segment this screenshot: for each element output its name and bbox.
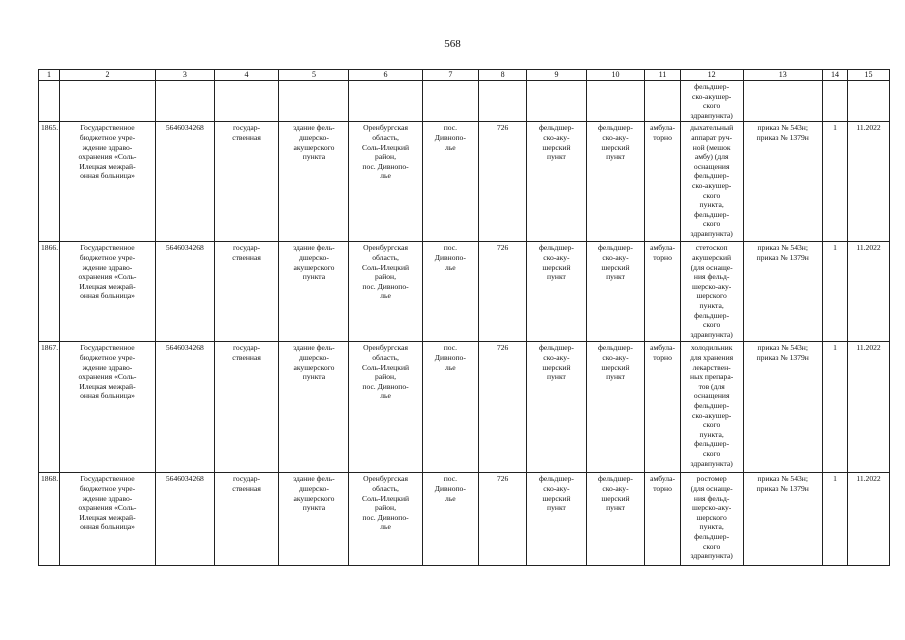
population-cell: 726: [479, 242, 527, 342]
care-form-cell: амбула- торно: [645, 342, 681, 473]
date-cell: 11.2022: [848, 342, 890, 473]
continuation-row: [39, 81, 890, 122]
ownership-cell: государ- ственная: [214, 342, 279, 473]
row-number: 1867.: [39, 342, 60, 473]
table-header-row: [39, 70, 890, 81]
row-number: 1868.: [39, 473, 60, 566]
table-row: [39, 242, 890, 342]
address-cell: Оренбургская область, Соль-Илецкий район, пос. Дивнопо- лье: [349, 122, 422, 242]
settlement-cell: пос. Дивнопо- лье: [422, 242, 478, 342]
building-cell: здание фель- дшерско- акушерского пункта: [279, 122, 349, 242]
column-header: 9: [527, 70, 587, 81]
address-cell: Оренбургская область, Соль-Илецкий район, пос. Дивнопо- лье: [349, 242, 422, 342]
inn-cell: 5646034268: [156, 473, 215, 566]
population-cell: 726: [479, 342, 527, 473]
organization-cell: Государственное бюджетное учре- ждение здраво- охранения «Соль- Илецкая межрай- онная больница»: [59, 473, 155, 566]
care-form-cell: амбула- торно: [645, 122, 681, 242]
column-header: 12: [680, 70, 743, 81]
unit-name-cell: фельдшер- ско-аку- шерский пункт: [586, 342, 645, 473]
settlement-cell: пос. Дивнопо- лье: [422, 122, 478, 242]
column-header: 3: [156, 70, 215, 81]
population-cell: 726: [479, 122, 527, 242]
registry-table: [38, 69, 890, 566]
column-header: 10: [586, 70, 645, 81]
ownership-cell: государ- ственная: [214, 242, 279, 342]
unit-type-cell: фельдшер- ско-аку- шерский пункт: [527, 342, 587, 473]
orders-cell: приказ № 543н; приказ № 1379н: [743, 473, 822, 566]
orders-cell: приказ № 543н; приказ № 1379н: [743, 242, 822, 342]
column-header: 6: [349, 70, 422, 81]
equipment-cell: холодильник для хранения лекарствен- ных препара- тов (для оснащения фельдшер- ско-акушер- ского пункта, фельдшер- ского здравпункта): [680, 342, 743, 473]
equipment-cell: дыхательный аппарат руч- ной (мешок амбу) (для оснащения фельдшер- ско-акушер- ского пункта, фельдшер- ского здравпункта): [680, 122, 743, 242]
quantity-cell: 1: [822, 342, 847, 473]
address-cell: Оренбургская область, Соль-Илецкий район, пос. Дивнопо- лье: [349, 342, 422, 473]
column-header: 11: [645, 70, 681, 81]
table-row: [39, 473, 890, 566]
column-header: 14: [822, 70, 847, 81]
organization-cell: Государственное бюджетное учре- ждение здраво- охранения «Соль- Илецкая межрай- онная больница»: [59, 342, 155, 473]
unit-name-cell: фельдшер- ско-аку- шерский пункт: [586, 122, 645, 242]
equipment-cell: фельдшер- ско-акушер- ского здравпункта): [680, 81, 743, 122]
organization-cell: Государственное бюджетное учре- ждение здраво- охранения «Соль- Илецкая межрай- онная больница»: [59, 122, 155, 242]
population-cell: 726: [479, 473, 527, 566]
ownership-cell: государ- ственная: [214, 122, 279, 242]
page-number: 568: [444, 38, 461, 50]
organization-cell: Государственное бюджетное учре- ждение здраво- охранения «Соль- Илецкая межрай- онная больница»: [59, 242, 155, 342]
table-row: [39, 342, 890, 473]
quantity-cell: 1: [822, 473, 847, 566]
column-header: 2: [59, 70, 155, 81]
address-cell: Оренбургская область, Соль-Илецкий район, пос. Дивнопо- лье: [349, 473, 422, 566]
column-header: 15: [848, 70, 890, 81]
column-header: 13: [743, 70, 822, 81]
care-form-cell: амбула- торно: [645, 242, 681, 342]
ownership-cell: государ- ственная: [214, 473, 279, 566]
orders-cell: приказ № 543н; приказ № 1379н: [743, 342, 822, 473]
quantity-cell: 1: [822, 122, 847, 242]
inn-cell: 5646034268: [156, 242, 215, 342]
unit-type-cell: фельдшер- ско-аку- шерский пункт: [527, 242, 587, 342]
table-row: [39, 122, 890, 242]
quantity-cell: 1: [822, 242, 847, 342]
date-cell: 11.2022: [848, 242, 890, 342]
inn-cell: 5646034268: [156, 122, 215, 242]
equipment-cell: стетоскоп акушерский (для оснаще- ния фельд- шерско-аку- шерского пункта, фельдшер- ского здравпункта): [680, 242, 743, 342]
building-cell: здание фель- дшерско- акушерского пункта: [279, 342, 349, 473]
unit-type-cell: фельдшер- ско-аку- шерский пункт: [527, 473, 587, 566]
settlement-cell: пос. Дивнопо- лье: [422, 342, 478, 473]
row-number: 1865.: [39, 122, 60, 242]
building-cell: здание фель- дшерско- акушерского пункта: [279, 473, 349, 566]
column-header: 8: [479, 70, 527, 81]
inn-cell: 5646034268: [156, 342, 215, 473]
unit-name-cell: фельдшер- ско-аку- шерский пункт: [586, 242, 645, 342]
settlement-cell: пос. Дивнопо- лье: [422, 473, 478, 566]
date-cell: 11.2022: [848, 473, 890, 566]
building-cell: здание фель- дшерско- акушерского пункта: [279, 242, 349, 342]
column-header: 1: [39, 70, 60, 81]
unit-name-cell: фельдшер- ско-аку- шерский пункт: [586, 473, 645, 566]
equipment-cell: ростомер (для оснаще- ния фельд- шерско-аку- шерского пункта, фельдшер- ского здравпункта): [680, 473, 743, 566]
column-header: 7: [422, 70, 478, 81]
unit-type-cell: фельдшер- ско-аку- шерский пункт: [527, 122, 587, 242]
column-header: 4: [214, 70, 279, 81]
date-cell: 11.2022: [848, 122, 890, 242]
orders-cell: приказ № 543н; приказ № 1379н: [743, 122, 822, 242]
column-header: 5: [279, 70, 349, 81]
care-form-cell: амбула- торно: [645, 473, 681, 566]
row-number: 1866.: [39, 242, 60, 342]
